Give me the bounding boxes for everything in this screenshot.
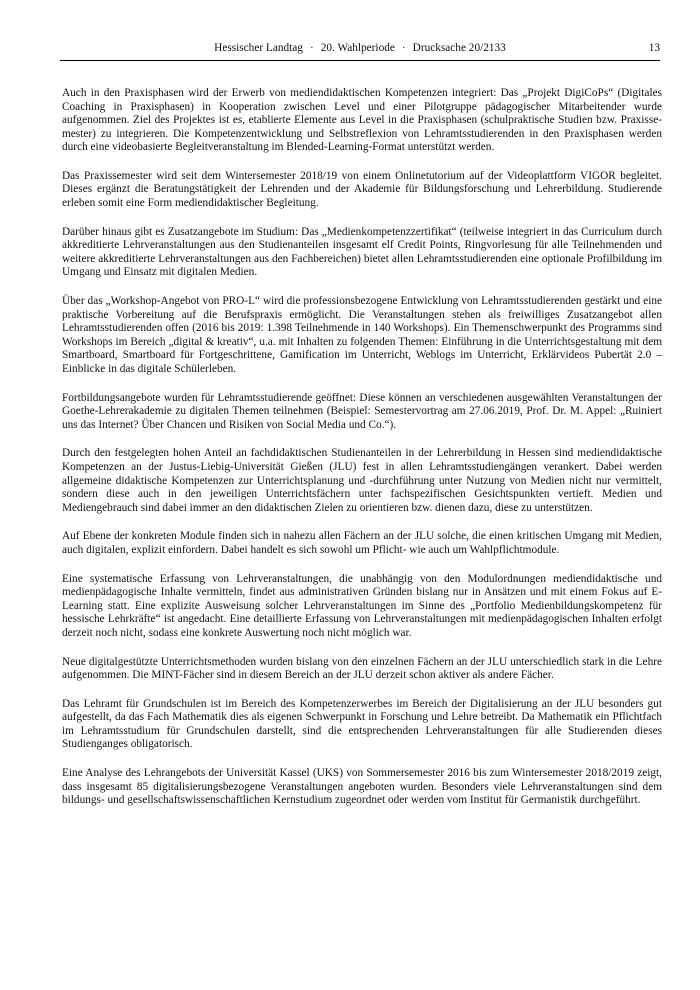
page-header [60, 40, 660, 61]
paragraph: Auch in den Praxisphasen wird der Erwerb von mediendidaktischen Kompetenzen integriert: Das „Projekt DigiCoPs“ (Digitales Coaching in Praxisphasen) in Kooperation zwischen Level und einer Pilotgruppe pädagogischer Mitarbeitender wurde aufgenommen. Ziel des Projektes ist es, etablierte Elemente aus Level in die Praxisphasen (schulpraktische Studien bzw. Praxissemester) zu integrieren. Die Kompetenzentwicklung und Selbstreflexion von Lehramtsstudierenden in den Praxisphasen werden durch eine videobasierte Begleitveranstaltung im Blended-Learning-Format unterstützt werden. [62, 87, 662, 154]
header-line [60, 42, 660, 54]
paragraph: Das Praxissemester wird seit dem Wintersemester 2018/19 von einem Onlinetutorium auf der Videoplattform VIGOR begleitet. Dieses ergänzt die Beratungstätigkeit der Lehrenden und der Akademie für Bildungsforschung und Lehrerbildung. Studierende erleben somit eine Form mediendidaktischer Begleitung. [62, 169, 662, 210]
header-period: 20. Wahlperiode [320, 42, 395, 54]
paragraph: Durch den festgelegten hohen Anteil an fachdidaktischen Studienanteilen in der Lehrerbildung in Hessen sind mediendidaktische Kompetenzen an der Justus-Liebig-Universität Gießen (JLU) fest in allen Lehramtsstudiengängen verankert. Dabei werden allgemeine didaktische Kompetenzen zur Unterrichtsplanung und -durchführung unter Nutzung von Medien nicht nur vermittelt, sondern diese auch in den jeweiligen Unterrichtsfächern unter fachspezifischen Gesichtspunkten vertieft. Medien und Mediengebrauch sind dabei immer an den didaktischen Zielen zu orientieren bzw. dienen dazu, diese zu unterstützen. [62, 447, 662, 514]
paragraph: Fortbildungsangebote wurden für Lehramtsstudierende geöffnet: Diese können an verschiedenen ausgewählten Veranstaltungen der Goethe-Lehrerakademie zu digitalen Themen teilnehmen (Beispiel: Semestervortrag am 27.06.2019, Prof. Dr. M. Appel: „Ruiniert uns das Internet? Über Chancen und Risiken von Social Media und Co.“). [62, 391, 662, 431]
page-number: 13 [648, 42, 660, 54]
header-publisher: Hessischer Landtag [214, 42, 303, 54]
document-body [62, 87, 662, 823]
paragraph: Neue digitalgestützte Unterrichtsmethoden wurden bislang von den einzelnen Fächern an der JLU unterschiedlich stark in die Lehre aufgenommen. Die MINT-Fächer sind in diesem Bereich an der JLU derzeit schon aktiver als andere Fächer. [62, 655, 662, 682]
paragraph: Darüber hinaus gibt es Zusatzangebote im Studium: Das „Medienkompetenzzertifikat“ (teilweise integriert in das Curriculum durch akkreditierte Lehrveranstaltungen aus den Studienanteilen insgesamt elf Credit Points, Ringvorlesung für alle Teilnehmenden und weitere akkreditierte Lehrveranstaltungen aus den Fachbereichen) bietet allen Lehramtsstudierenden eine optionale Profilbildung im Umgang und Einsatz mit digitalen Medien. [62, 225, 662, 279]
header-printed-matter: Drucksache 20/2133 [412, 42, 506, 54]
paragraph: Auf Ebene der konkreten Module finden sich in nahezu allen Fächern an der JLU solche, die einen kritischen Umgang mit Medien, auch digitalen, explizit einfordern. Dabei handelt es sich sowohl um Pflicht- wie auch um Wahlpflichtmodule. [62, 530, 662, 556]
header-separator: · [309, 42, 314, 54]
paragraph: Das Lehramt für Grundschulen ist im Bereich des Kompetenzerwerbes im Bereich der Digitalisierung an der JLU besonders gut aufgestellt, da das Fach Mathematik dies als eigenen Schwerpunkt in Forschung und Lehre betreibt. Da Mathematik ein Pflichtfach im Lehramtsstudium für Grundschulen darstellt, sind die entsprechenden Lehrveranstaltungen für alle Studierenden dieses Studienganges obligatorisch. [62, 697, 662, 751]
paragraph: Eine Analyse des Lehrangebots der Universität Kassel (UKS) von Sommersemester 2016 bis zum Wintersemester 2018/2019 zeigt, dass insgesamt 85 digitalisierungsbezogene Veranstaltungen angeboten wurden. Besonders viele Lehrveranstaltungen sind dem bildungs- und gesellschaftswissenschaftlichen Kernstudium zugeordnet oder werden vom Institut für Germanistik durchgeführt. [62, 767, 662, 807]
paragraph: Über das „Workshop-Angebot von PRO-L“ wird die professionsbezogene Entwicklung von Lehramtsstudierenden gestärkt und eine praktische Vorbereitung auf die Berufspraxis ermöglicht. Die Veranstaltungen stehen als freiwilliges Zusatzangebot allen Lehramtsstudierenden offen (2016 bis 2019: 1.398 Teilnehmende in 140 Workshops). Ein Themenschwerpunkt des Programms sind Workshops im Bereich „digital & kreativ“, u.a. mit Inhalten zu folgenden Themen: Einführung in die Unterrichtsgestaltung mit dem Smartboard, Smartboard für Fortgeschrittene, Gamification im Unterricht, Weblogs im Unterricht, Erklärvideos Pubertät 2.0 – Einblicke in das digitale Schülerleben. [62, 295, 662, 375]
header-separator: · [401, 42, 406, 54]
paragraph: Eine systematische Erfassung von Lehrveranstaltungen, die unabhängig von den Modulordnungen mediendidaktische und medienpädagogische Inhalte vermitteln, findet aus administrativen Gründen bislang nur in Ansätzen und mit einem Fokus auf E-Learning statt. Eine explizite Ausweisung solcher Lehrveranstaltungen im Sinne des „Portfolio Medienbildungskompetenz für hessische Lehrkräfte“ ist angedacht. Eine detaillierte Erfassung von Lehrveranstaltungen mit medienpädagogischen Inhalten erfolgt derzeit noch nicht, sodass eine konkrete Auswertung noch nicht möglich war. [62, 572, 662, 639]
